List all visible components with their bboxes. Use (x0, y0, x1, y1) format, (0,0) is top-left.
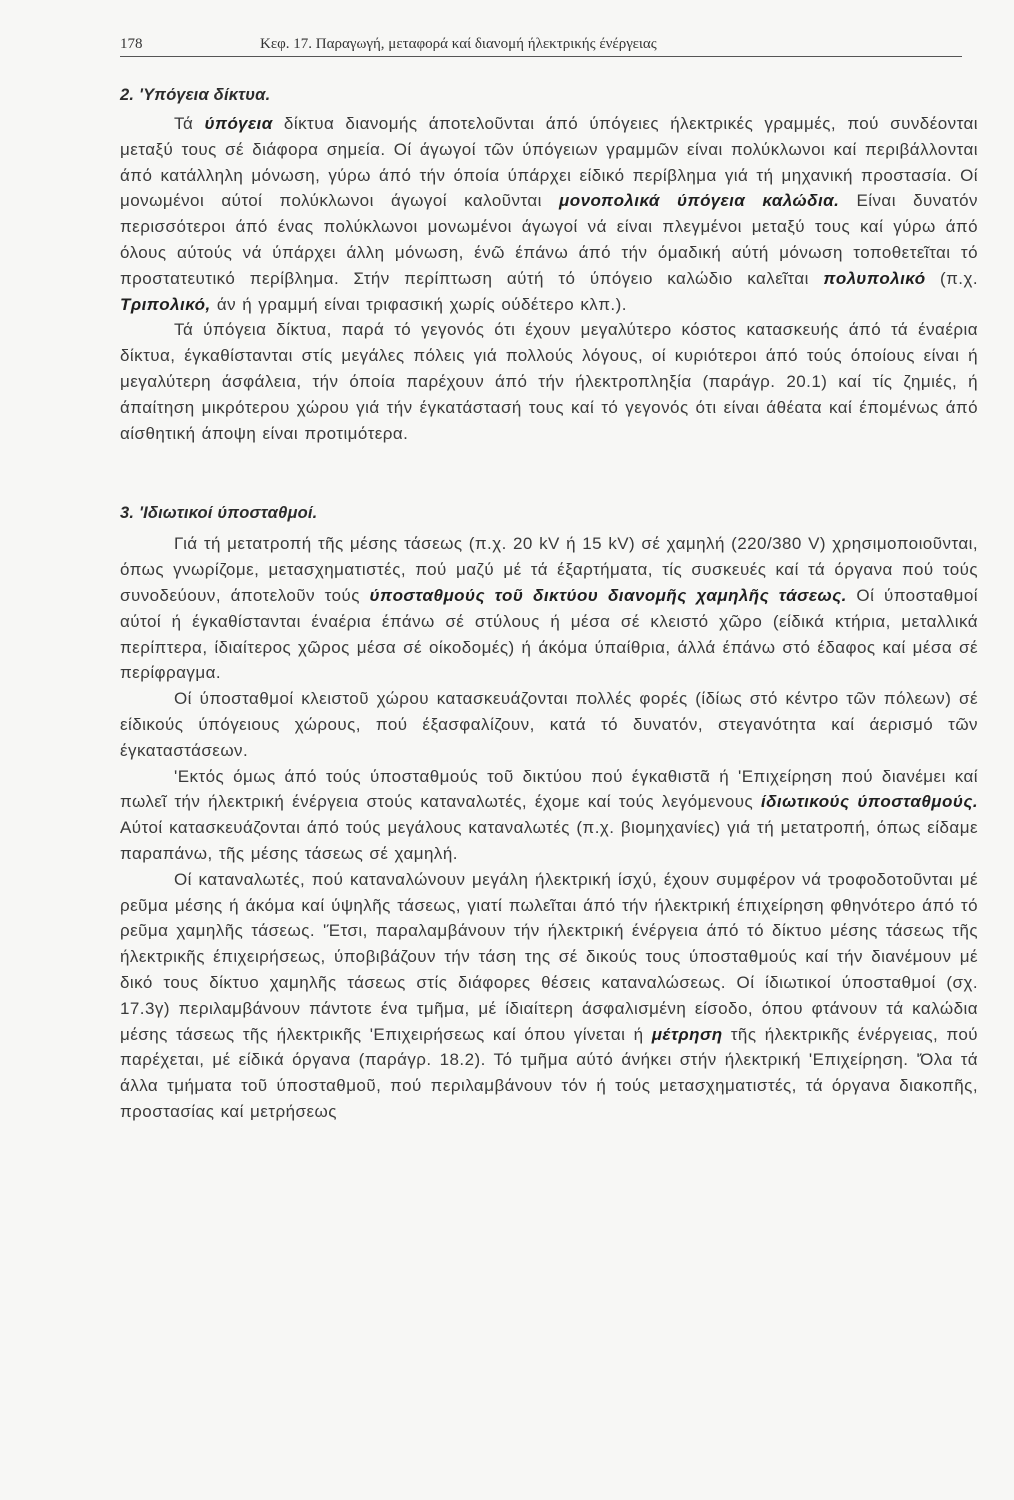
text-run: τῆς ήλεκτρικῆς ένέργειας, πού παρέχεται, μέ είδικά όργανα (παράγρ. 18.2). Τό τμῆμα αύτό άνήκει στήν ήλεκτρική ʹΕπιχείρηση. ʹΌλα τά άλλα τμήματα τοῦ ύποσταθμοῦ, πού περιλαμβάνουν τόν ή τούς μετασχηματιστές, τά όργανα διακοπῆς, προστασίας καί μετρήσεως (120, 1024, 978, 1121)
text-run: (π.χ. (925, 268, 979, 288)
header-rule (120, 56, 962, 57)
page-body (120, 86, 978, 1125)
text-run: ʹΕκτός όμως άπό τούς ύποσταθμούς τοῦ δικτύου πού έγκαθιστᾶ ή ʹΕπιχείρηση πού διανέμει καί πωλεῖ τήν ήλεκτρική ένέργεια στούς καταναλωτές, έχομε καί τούς λεγόμενους (120, 766, 978, 812)
page-number: 178 (120, 36, 143, 52)
emphasized-term: μέτρηση (651, 1024, 723, 1044)
emphasized-term: Τριπολικό, (120, 294, 211, 314)
text-run: Γιά τή μετατροπή τῆς μέσης τάσεως (π.χ. 20 kV ή 15 kV) σέ χαμηλή (220/380 V) χρησιμοποιοῦνται, όπως γνωρίζομε, μετασχηματιστές, πού μαζύ μέ τά έξαρτήματα, τίς συσκευές καί τά όργανα πού τούς συνοδεύουν, άποτελοῦν τούς (120, 534, 978, 605)
paragraph (120, 531, 978, 686)
section-heading: 3. ʹΙδιωτικοί ύποσταθμοί. (120, 504, 318, 523)
text-run: Αύτοί κατασκευάζονται άπό τούς μεγάλους καταναλωτές (π.χ. βιομηχανίες) γιά τή μετατροπή, όπως είδαμε παραπάνω, τῆς μέσης τάσεως σέ χαμηλή. (120, 818, 978, 863)
running-header (120, 36, 958, 53)
text-run: Τά ύπόγεια δίκτυα, παρά τό γεγονός ότι έχουν μεγαλύτερο κόστος κατασκευής άπό τά έναέρια δίκτυα, έγκαθίστανται στίς μεγάλες πόλεις γιά πολλούς λόγους, οί κυριότεροι άπό τούς όποίους είναι ή μεγαλύτερη άσφάλεια, τήν όποία παρέχουν άπό τήν ήλεκτροπληξία (παράγρ. 20.1) καί τίς ζημιές, ή άπαίτηση μικρότερου χώρου γιά τήν έγκατάστασή τους καί τό γεγονός ότι είναι άθέατα καί έπομένως άπό αίσθητική άποψη είναι προτιμότερα. (120, 320, 978, 443)
emphasized-term: πολυπολικό (823, 268, 926, 288)
chapter-title: Κεφ. 17. Παραγωγή, μεταφορά καί διανομή ήλεκτρικής ένέργειας (260, 36, 657, 52)
section-private-substations (120, 504, 978, 1124)
text-run: δίκτυα διανομής άποτελοῦνται άπό ύπόγειες ήλεκτρικές γραμμές, πού συνδέονται μεταξύ τους σέ διάφορα σημεία. Οί άγωγοί τῶν ύπόγειων γραμμῶν είναι πολύκλωνοι καί περιβάλλονται άπό κατάλληλη μόνωση, γύρω άπό τήν όποία ύπάρχει είδικό περίβλημα γιά τή μηχανική προστασία. Οί μονωμένοι αύτοί πολύκλωνοι άγωγοί καλοῦνται (120, 114, 979, 211)
section-heading: 2. ʹΥπόγεια δίκτυα. (120, 86, 271, 104)
paragraph (120, 686, 978, 763)
text-run: Οί ύποσταθμοί κλειστοῦ χώρου κατασκευάζονται πολλές φορές (ίδίως στό κέντρο τῶν πόλεων) σέ είδικούς ύπόγειους χώρους, πού έξασφαλίζουν, κατά τό δυνατόν, στεγανότητα καί άερισμό τῶν έγκαταστάσεων. (120, 689, 978, 760)
text-run: Οί ύποσταθμοί αύτοί ή έγκαθίστανται έναέρια έπάνω σέ στύλους ή μέσα σέ κλειστό χῶρο (είδικά κτήρια, μεταλλικά περίπτερα, ίδιαίτερος χῶρος μέσα σέ οίκοδομές) ή άκόμα ύπαίθρια, άλλά έπάνω στό έδαφος καί μέσα σέ περίφραγμα. (120, 585, 978, 683)
text-run: Είναι δυνατόν περισσότεροι άπό ένας πολύκλωνοι μονωμένοι άγωγοί νά είναι πλεγμένοι μεταξύ τους καί γύρω άπό όλους αύτούς νά ύπάρχει άλλη μόνωση, ένῶ έπάνω άπό τήν όμαδική αύτή μόνωση τοποθετεῖται τό προστατευτικό περίβλημα. Στήν περίπτωση αύτή τό ύπόγειο καλώδιο καλεῖται (120, 191, 978, 288)
text-run: άν ή γραμμή είναι τριφασική χωρίς ούδέτερο κλπ.). (210, 294, 627, 314)
section-underground-networks (120, 86, 978, 446)
text-run: Οί καταναλωτές, πού καταναλώνουν μεγάλη ήλεκτρική ίσχύ, έχουν συμφέρον νά τροφοδοτοῦνται μέ ρεῦμα μέσης ή άκόμα καί ύψηλῆς τάσεως, γιατί πωλεῖται άπό τήν ήλεκτρική έπιχείρηση φθηνότερο άπό τό ρεῦμα χαμηλῆς τάσεως. ʹΈτσι, παραλαμβάνουν τήν ήλεκτρική ένέργεια άπό τό δίκτυο μέσης τάσεως τῆς ήλεκτρικῆς έπιχειρήσεως, ύποβιβάζουν τήν τάση της σέ δικούς τους ύποσταθμούς καί τήν διανέμουν μέ δικό τους δίκτυο χαμηλῆς τάσεως στίς διάφορες θέσεις καταναλώσεως. Οί ίδιωτικοί ύποσταθμοί (σχ. 17.3γ) περιλαμβάνουν πάντοτε ένα τμῆμα, μέ ίδιαίτερη άσφαλισμένη είσοδο, όπου φτάνουν τά καλώδια μέσης τάσεως τῆς ήλεκτρικῆς ʹΕπιχειρήσεως καί όπου γίνεται ή (120, 869, 978, 1044)
emphasized-term: ύπόγεια (204, 114, 273, 133)
paragraph (120, 317, 978, 446)
paragraph (120, 764, 978, 867)
emphasized-term: ύποσταθμούς τοῦ δικτύου διανομῆς χαμηλῆς τάσεως. (369, 585, 847, 605)
paragraph (120, 111, 978, 317)
emphasized-term: ίδιωτικούς ύποσταθμούς. (760, 792, 978, 812)
emphasized-term: μονοπολικά ύπόγεια καλώδια. (559, 191, 840, 211)
paragraph (120, 867, 978, 1125)
text-run: Τά (174, 114, 205, 133)
